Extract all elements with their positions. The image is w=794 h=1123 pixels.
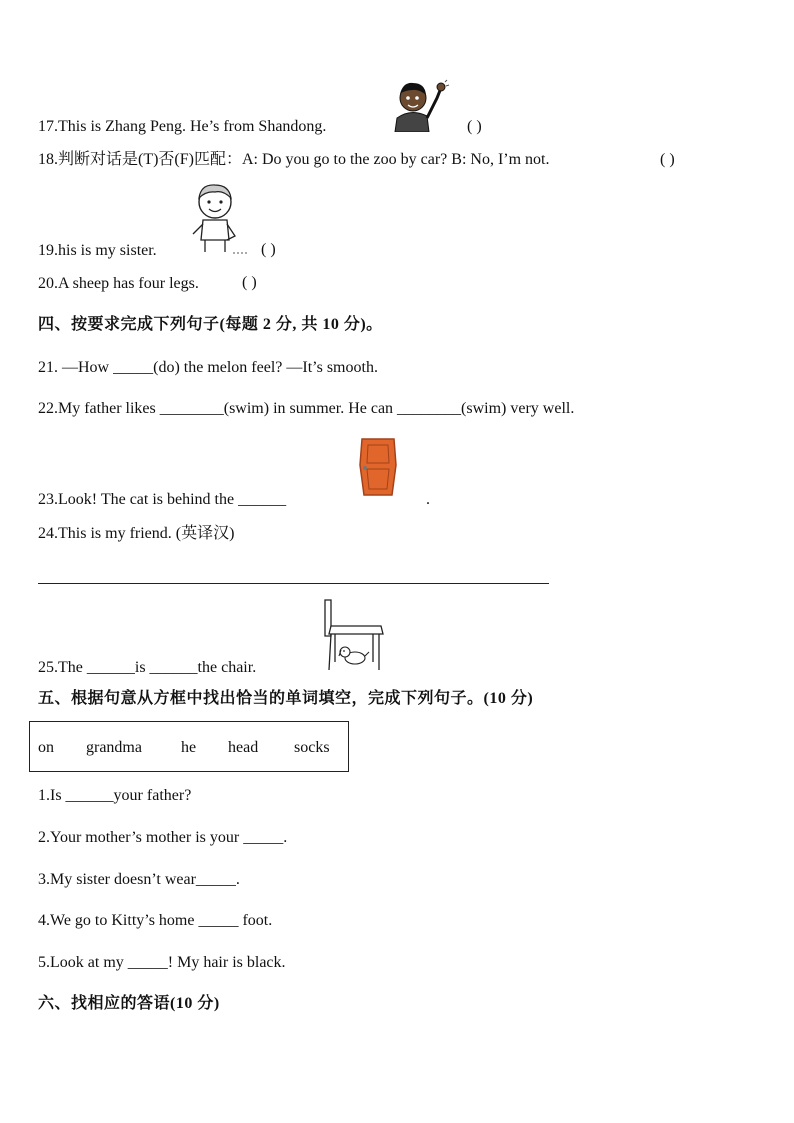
word-bank-word: head <box>228 739 259 756</box>
question-20: 20.A sheep has four legs. <box>38 275 199 292</box>
question-25: 25.The ______is ______the chair. <box>38 659 257 676</box>
chair-with-dog-icon <box>321 598 385 672</box>
question-18: 18.判断对话是(T)否(F)匹配：A: Do you go to the zoo by car? B: No, I’m not. <box>38 151 550 168</box>
answer-line-24 <box>38 583 549 584</box>
waving-boy-icon <box>389 78 451 132</box>
word-bank-word: grandma <box>86 739 142 756</box>
answer-paren-18: ( ) <box>660 151 675 168</box>
door-icon <box>356 435 400 499</box>
answer-paren-17: ( ) <box>467 118 482 135</box>
answer-paren-19: ( ) <box>261 241 276 258</box>
word-bank-word: he <box>181 739 197 756</box>
section-5-question-1: 1.Is ______your father? <box>38 787 192 804</box>
question-23: 23.Look! The cat is behind the ______ <box>38 491 287 508</box>
word-bank-word: socks <box>294 739 330 756</box>
question-21: 21. —How _____(do) the melon feel? —It’s smooth. <box>38 359 378 376</box>
section-6-heading: 六、找相应的答语(10 分) <box>38 995 220 1012</box>
word-bank-word: on <box>38 739 54 756</box>
question-23-end: . <box>426 491 430 508</box>
section-5-heading: 五、根据句意从方框中找出恰当的单词填空，完成下列句子。(10 分) <box>38 690 534 707</box>
section-5-question-2: 2.Your mother’s mother is your _____. <box>38 829 288 846</box>
section-5-question-3: 3.My sister doesn’t wear_____. <box>38 871 240 888</box>
section-4-heading: 四、按要求完成下列句子(每题 2 分, 共 10 分)。 <box>38 316 383 333</box>
question-22: 22.My father likes ________(swim) in summer. He can ________(swim) very well. <box>38 400 575 417</box>
section-5-question-4: 4.We go to Kitty’s home _____ foot. <box>38 912 273 929</box>
smiling-boy-icon <box>189 180 247 256</box>
word-bank-box <box>29 721 349 772</box>
section-5-question-5: 5.Look at my _____! My hair is black. <box>38 954 286 971</box>
question-24: 24.This is my friend. (英译汉) <box>38 525 235 542</box>
question-17: 17.This is Zhang Peng. He’s from Shandong. <box>38 118 327 135</box>
question-19: 19.his is my sister. <box>38 242 157 259</box>
answer-paren-20: ( ) <box>242 274 257 291</box>
